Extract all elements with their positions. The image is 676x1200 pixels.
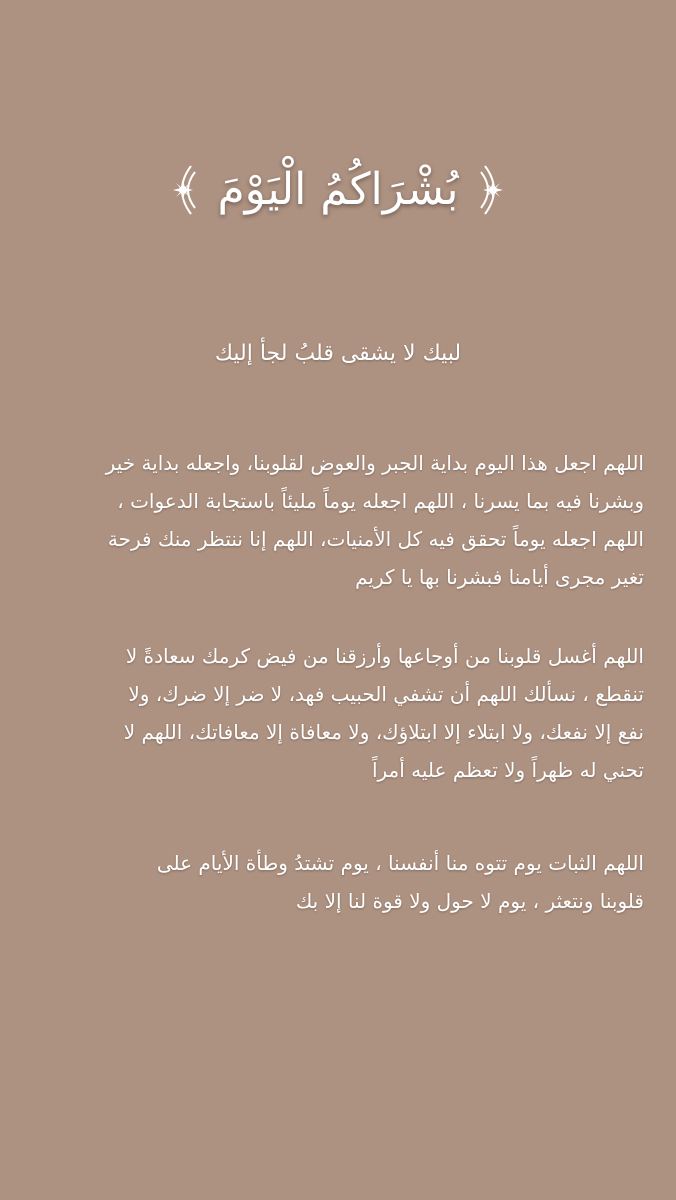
paragraph-line: وبشرنا فيه بما يسرنا ، اللهم اجعله يوماً مليئاً باستجابة الدعوات ،: [117, 489, 644, 513]
paragraph-1: [30, 444, 644, 596]
paragraph-line: تنقطع ، نسألك اللهم أن تشفي الحبيب فهد، لا ضر إلا ضرك، ولا: [128, 682, 644, 706]
paragraph-line: اللهم اجعل هذا اليوم بداية الجبر والعوض لقلوبنا، واجعله بداية خير: [105, 451, 644, 475]
paragraph-2: [30, 637, 644, 789]
page-title: بُشْرَاكُمُ الْيَوْمَ: [217, 164, 459, 215]
paragraph-line: اللهم أغسل قلوبنا من أوجاعها وأرزقنا من فيض كرمك سعادةً لا: [125, 644, 644, 668]
subtitle: لبيك لا يشقى قلبُ لجأ إليك: [214, 341, 462, 366]
ornament-left-icon: [167, 162, 201, 218]
paragraph-line: اللهم اجعله يوماً تحقق فيه كل الأمنيات، اللهم إنا ننتظر منك فرحة: [107, 527, 644, 551]
paragraph-line: اللهم الثبات يوم تتوه منا أنفسنا ، يوم تشتدُ وطأة الأيام على: [156, 851, 644, 875]
paragraph-line: نفع إلا نفعك، ولا ابتلاء إلا ابتلاؤك، ولا معافاة إلا معافاتك، اللهم لا: [123, 720, 644, 744]
title-row: [0, 150, 676, 230]
paragraph-line: تحني له ظهراً ولا تعظم عليه أمراً: [371, 758, 644, 782]
paragraph-line: قلوبنا ونتعثر ، يوم لا حول ولا قوة لنا إلا بك: [295, 889, 644, 913]
paragraph-line: تغير مجرى أيامنا فبشرنا بها يا كريم: [355, 565, 644, 589]
paragraph-3: [30, 844, 644, 920]
ornament-right-icon: [475, 162, 509, 218]
